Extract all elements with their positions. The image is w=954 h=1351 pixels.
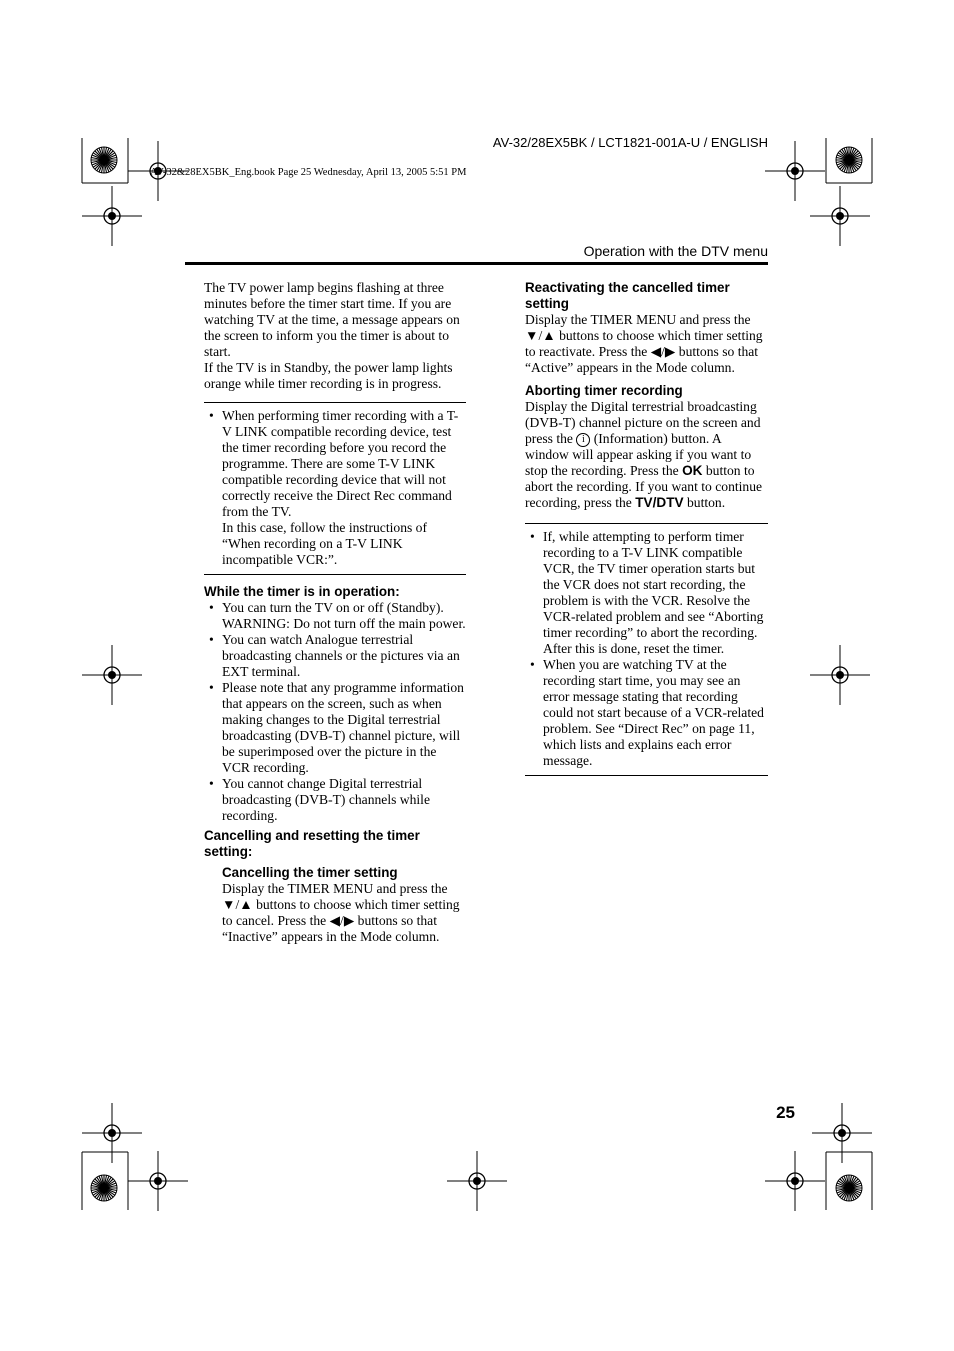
abort-paragraph: Display the Digital terrestrial broadcasting (DVB-T) channel picture on the screen and press the i (Information) button. A window will appear asking if you want to stop the recording. Press the OK button to abort the recording. If you want to continue recording, press the TV/DTV button. <box>525 399 763 510</box>
book-file-info: AV-32&28EX5BK_Eng.book Page 25 Wednesday, April 13, 2005 5:51 PM <box>150 167 467 178</box>
intro-paragraph-2: If the TV is in Standby, the power lamp lights orange while timer recording is in progress. <box>204 360 453 391</box>
list-item: • You can watch Analogue terrestrial broadcasting channels or the pictures via an EXT terminal. <box>204 632 466 680</box>
cancel-paragraph: Display the TIMER MENU and press the ▼/▲ buttons to choose which timer setting to cancel. Press the ◀/▶ buttons so that “Inactive” appears in the Mode column. <box>222 881 460 944</box>
heading-reactivate: Reactivating the cancelled timer setting <box>525 280 730 311</box>
page-number: 25 <box>776 1103 795 1122</box>
document-id: AV-32/28EX5BK / LCT1821-001A-U / ENGLISH <box>492 135 768 150</box>
ok-button-label: OK <box>682 463 703 478</box>
heading-cancel-timer: Cancelling the timer setting <box>222 865 398 880</box>
section-title: Operation with the DTV menu <box>583 243 768 259</box>
info-icon: i <box>576 433 590 447</box>
left-right-arrow-icon: ◀/▶ <box>329 913 355 928</box>
intro-paragraph-1: The TV power lamp begins flashing at three minutes before the timer start time. If you are watching TV at the time, a message appears on the screen to inform you the timer is about to start. <box>204 280 460 359</box>
list-item: • Please note that any programme information that appears on the screen, such as when making changes to the Digital terrestrial broadcasting (DVB-T) channel picture, will be superimposed over the picture in the VCR recording. <box>204 680 466 776</box>
down-up-arrow-icon: ▼/▲ <box>525 328 556 343</box>
heading-timer-in-operation: While the timer is in operation: <box>204 584 400 599</box>
list-item: • When you are watching TV at the recording start time, you may see an error message stating that recording could not start because of a VCR-related problem. See “Direct Rec” on page 11, which lists and explains each error message. <box>525 657 768 769</box>
list-item: • You cannot change Digital terrestrial broadcasting (DVB-T) channels while recording. <box>204 776 466 824</box>
left-right-arrow-icon: ◀/▶ <box>650 344 676 359</box>
reactivate-paragraph: Display the TIMER MENU and press the ▼/▲ buttons to choose which timer setting to reactivate. Press the ◀/▶ buttons so that “Active” appears in the Mode column. <box>525 312 763 375</box>
list-item: • You can turn the TV on or off (Standby). WARNING: Do not turn off the main power. <box>204 600 466 632</box>
heading-cancel-reset: Cancelling and resetting the timer setting: <box>204 828 420 859</box>
down-up-arrow-icon: ▼/▲ <box>222 897 253 912</box>
note-text: When performing timer recording with a T-V LINK compatible recording device, test the timer recording before you record the programme. There are some T-V LINK compatible recording device that will not correctly receive the Direct Rec command from the TV. <box>222 408 459 519</box>
note-text-continued: In this case, follow the instructions of “When recording on a T-V LINK incompatible VCR:”. <box>222 520 428 567</box>
tv-dtv-button-label: TV/DTV <box>635 495 684 510</box>
list-item: • If, while attempting to perform timer recording to a T-V LINK compatible VCR, the TV timer operation starts but the VCR does not start recording, the problem is with the VCR. Resolve the VCR-related problem and see “Aborting timer recording” to abort the recording. After this is done, reset the timer. <box>525 529 768 657</box>
heading-abort: Aborting timer recording <box>525 383 683 398</box>
